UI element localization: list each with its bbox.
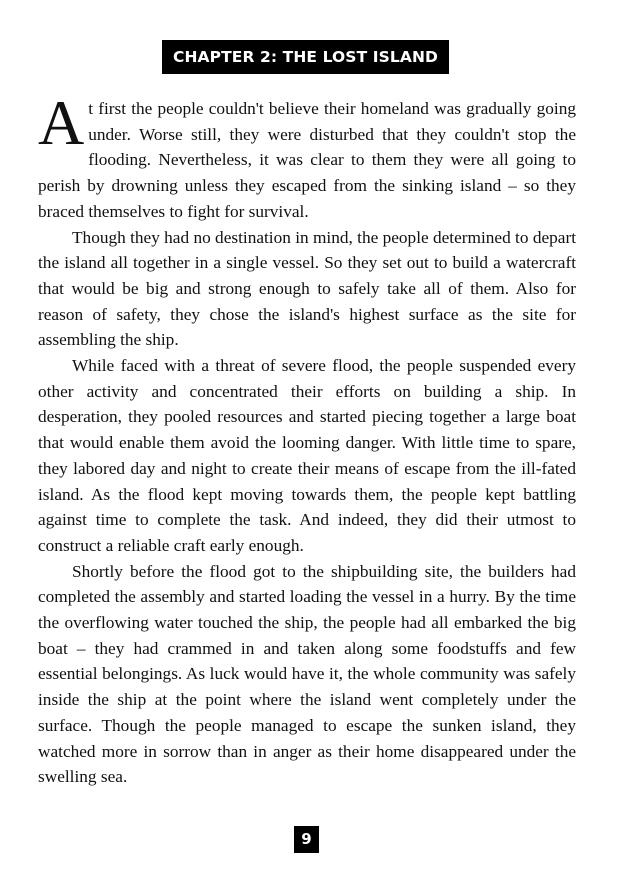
paragraph-1-text: t first the people couldn't believe their homeland was gradually going under. Worse still, they were disturbed that they couldn't stop the flooding. Nevertheless, it was clear to them they were all going to perish by drowning unless they escaped from the sinking island – so they braced themselves to fight for survival.: [38, 99, 576, 221]
paragraph-1: [38, 87, 576, 225]
body-text: [38, 87, 576, 790]
page-number: 9: [294, 826, 319, 853]
chapter-title: CHAPTER 2: THE LOST ISLAND: [162, 40, 449, 74]
paragraph-3: While faced with a threat of severe flood, the people suspended every other activity and concentrated their efforts on building a ship. In desperation, they pooled resources and started piecing together a large boat that would enable them avoid the looming danger. With little time to spare, they labored day and night to create their means of escape from the ill-fated island. As the flood kept moving towards them, the people kept battling against time to complete the task. And indeed, they did their utmost to construct a reliable craft early enough.: [38, 356, 576, 555]
paragraph-2: Though they had no destination in mind, the people determined to depart the island all together in a single vessel. So they set out to build a watercraft that would be big and strong enough to safely take all of them. Also for reason of safety, they chose the island's highest surface as the site for assembling the ship.: [38, 227, 576, 350]
paragraph-4: Shortly before the flood got to the shipbuilding site, the builders had completed the assembly and started loading the vessel in a hurry. By the time the overflowing water touched the ship, the people had all embarked the big boat – they had crammed in and taken along some foodstuffs and few essential belongings. As luck would have it, the whole community was safely inside the ship at the point where the island went completely under the surface. Though the people managed to escape the sunken island, they watched more in sorrow than in anger as their home disappeared under the swelling sea.: [38, 561, 576, 787]
drop-cap: A: [38, 87, 85, 158]
